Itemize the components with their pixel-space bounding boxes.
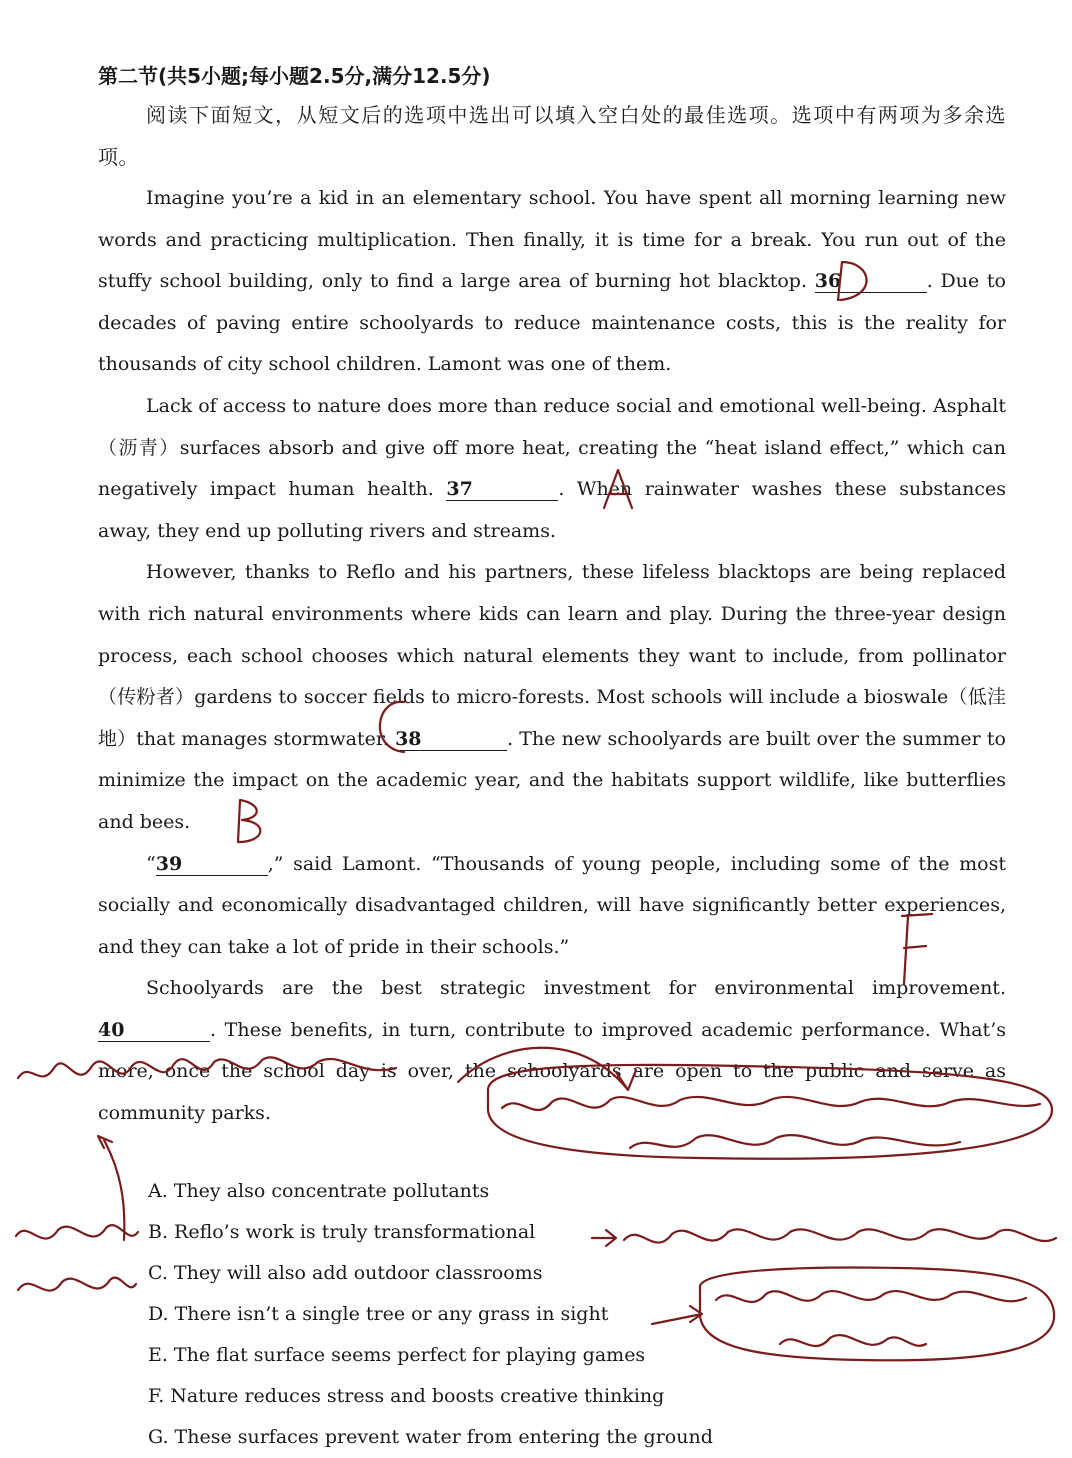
worksheet-page — [98, 58, 1006, 1458]
option-letter: G. — [148, 1425, 169, 1448]
blank-40: 40 — [98, 1019, 210, 1042]
section-heading: 第二节(共5小题;每小题2.5分,满分12.5分) — [98, 64, 491, 88]
option-letter: E. — [148, 1343, 168, 1366]
instructions: 阅读下面短文，从短文后的选项中选出可以填入空白处的最佳选项。选项中有两项为多余选项。 — [98, 103, 1006, 169]
paragraph-2-text-b: . When rainwater washes these substances away, they end up polluting rivers and streams. — [98, 478, 1006, 542]
paragraph-3-text-b: . The new schoolyards are built over the summer to minimize the impact on the academic year, and the habitats support wildlife, like butterflies and bees. — [98, 727, 1006, 833]
options-list — [98, 1171, 1006, 1458]
option-c — [148, 1253, 1006, 1294]
option-letter: D. — [148, 1302, 169, 1325]
paragraph-5-text-b: . These benefits, in turn, contribute to improved academic performance. What’s more, once the school day is over, the schoolyards are open to the public and serve as community parks. — [98, 1018, 1006, 1125]
paragraph-2 — [98, 386, 1006, 552]
option-text: They will also add outdoor classrooms — [173, 1261, 543, 1284]
blank-39: 39 — [156, 853, 268, 876]
paragraph-2-text-a: Lack of access to nature does more than reduce social and emotional well-being. Asphalt（沥青）surfaces absorb and give off more heat, creating the “heat island effect,” which can negatively impact human health. — [98, 394, 1006, 501]
paragraph-5 — [98, 968, 1006, 1134]
option-text: Reflo’s work is truly transformational — [174, 1220, 536, 1243]
option-text: There isn’t a single tree or any grass in sight — [174, 1302, 609, 1325]
option-e — [148, 1335, 1006, 1376]
blank-38: 38 — [395, 728, 507, 751]
option-f — [148, 1376, 1006, 1417]
option-text: Nature reduces stress and boosts creative thinking — [170, 1384, 665, 1407]
paragraph-4 — [98, 844, 1006, 969]
option-letter: B. — [148, 1220, 169, 1243]
paragraph-5-text-a: Schoolyards are the best strategic investment for environmental improvement. — [146, 977, 1006, 1000]
paragraph-1-text-b: . Due to decades of paving entire schoolyards to reduce maintenance costs, this is the reality for thousands of city school children. Lamont was one of them. — [98, 270, 1006, 376]
option-letter: C. — [148, 1261, 168, 1284]
option-text: The flat surface seems perfect for playing games — [173, 1343, 646, 1366]
paragraph-4-text-b: ,” said Lamont. “Thousands of young people, including some of the most socially and economically disadvantaged children, will have significantly better experiences, and they can take a lot of pride in their schools.” — [98, 852, 1006, 958]
blank-36: 36 — [815, 270, 927, 293]
option-a — [148, 1171, 1006, 1212]
paragraph-1 — [98, 178, 1006, 386]
paragraph-4-open-quote: “ — [146, 852, 156, 875]
paragraph-1-text-a: Imagine you’re a kid in an elementary school. You have spent all morning learning new words and practicing multiplication. Then finally, it is time for a break. You run out of the stuffy school building, only to find a large area of burning hot blacktop. — [98, 187, 1006, 293]
option-text: They also concentrate pollutants — [173, 1179, 490, 1202]
option-b — [148, 1212, 1006, 1253]
option-d — [148, 1294, 1006, 1335]
blank-37: 37 — [446, 478, 558, 501]
option-letter: F. — [148, 1384, 165, 1407]
paragraph-3-text-a: However, thanks to Reflo and his partners, these lifeless blacktops are being replaced with rich natural environments where kids can learn and play. During the three-year design process, each school chooses which natural elements they want to include, from pollinator（传粉者）gardens to soccer fields to micro-forests. Most schools will include a bioswale（低洼地）that manages stormwater. — [98, 561, 1006, 750]
paragraph-3 — [98, 552, 1006, 843]
option-g — [148, 1417, 1006, 1458]
option-letter: A. — [148, 1179, 168, 1202]
option-text: These surfaces prevent water from entering the ground — [174, 1425, 713, 1448]
